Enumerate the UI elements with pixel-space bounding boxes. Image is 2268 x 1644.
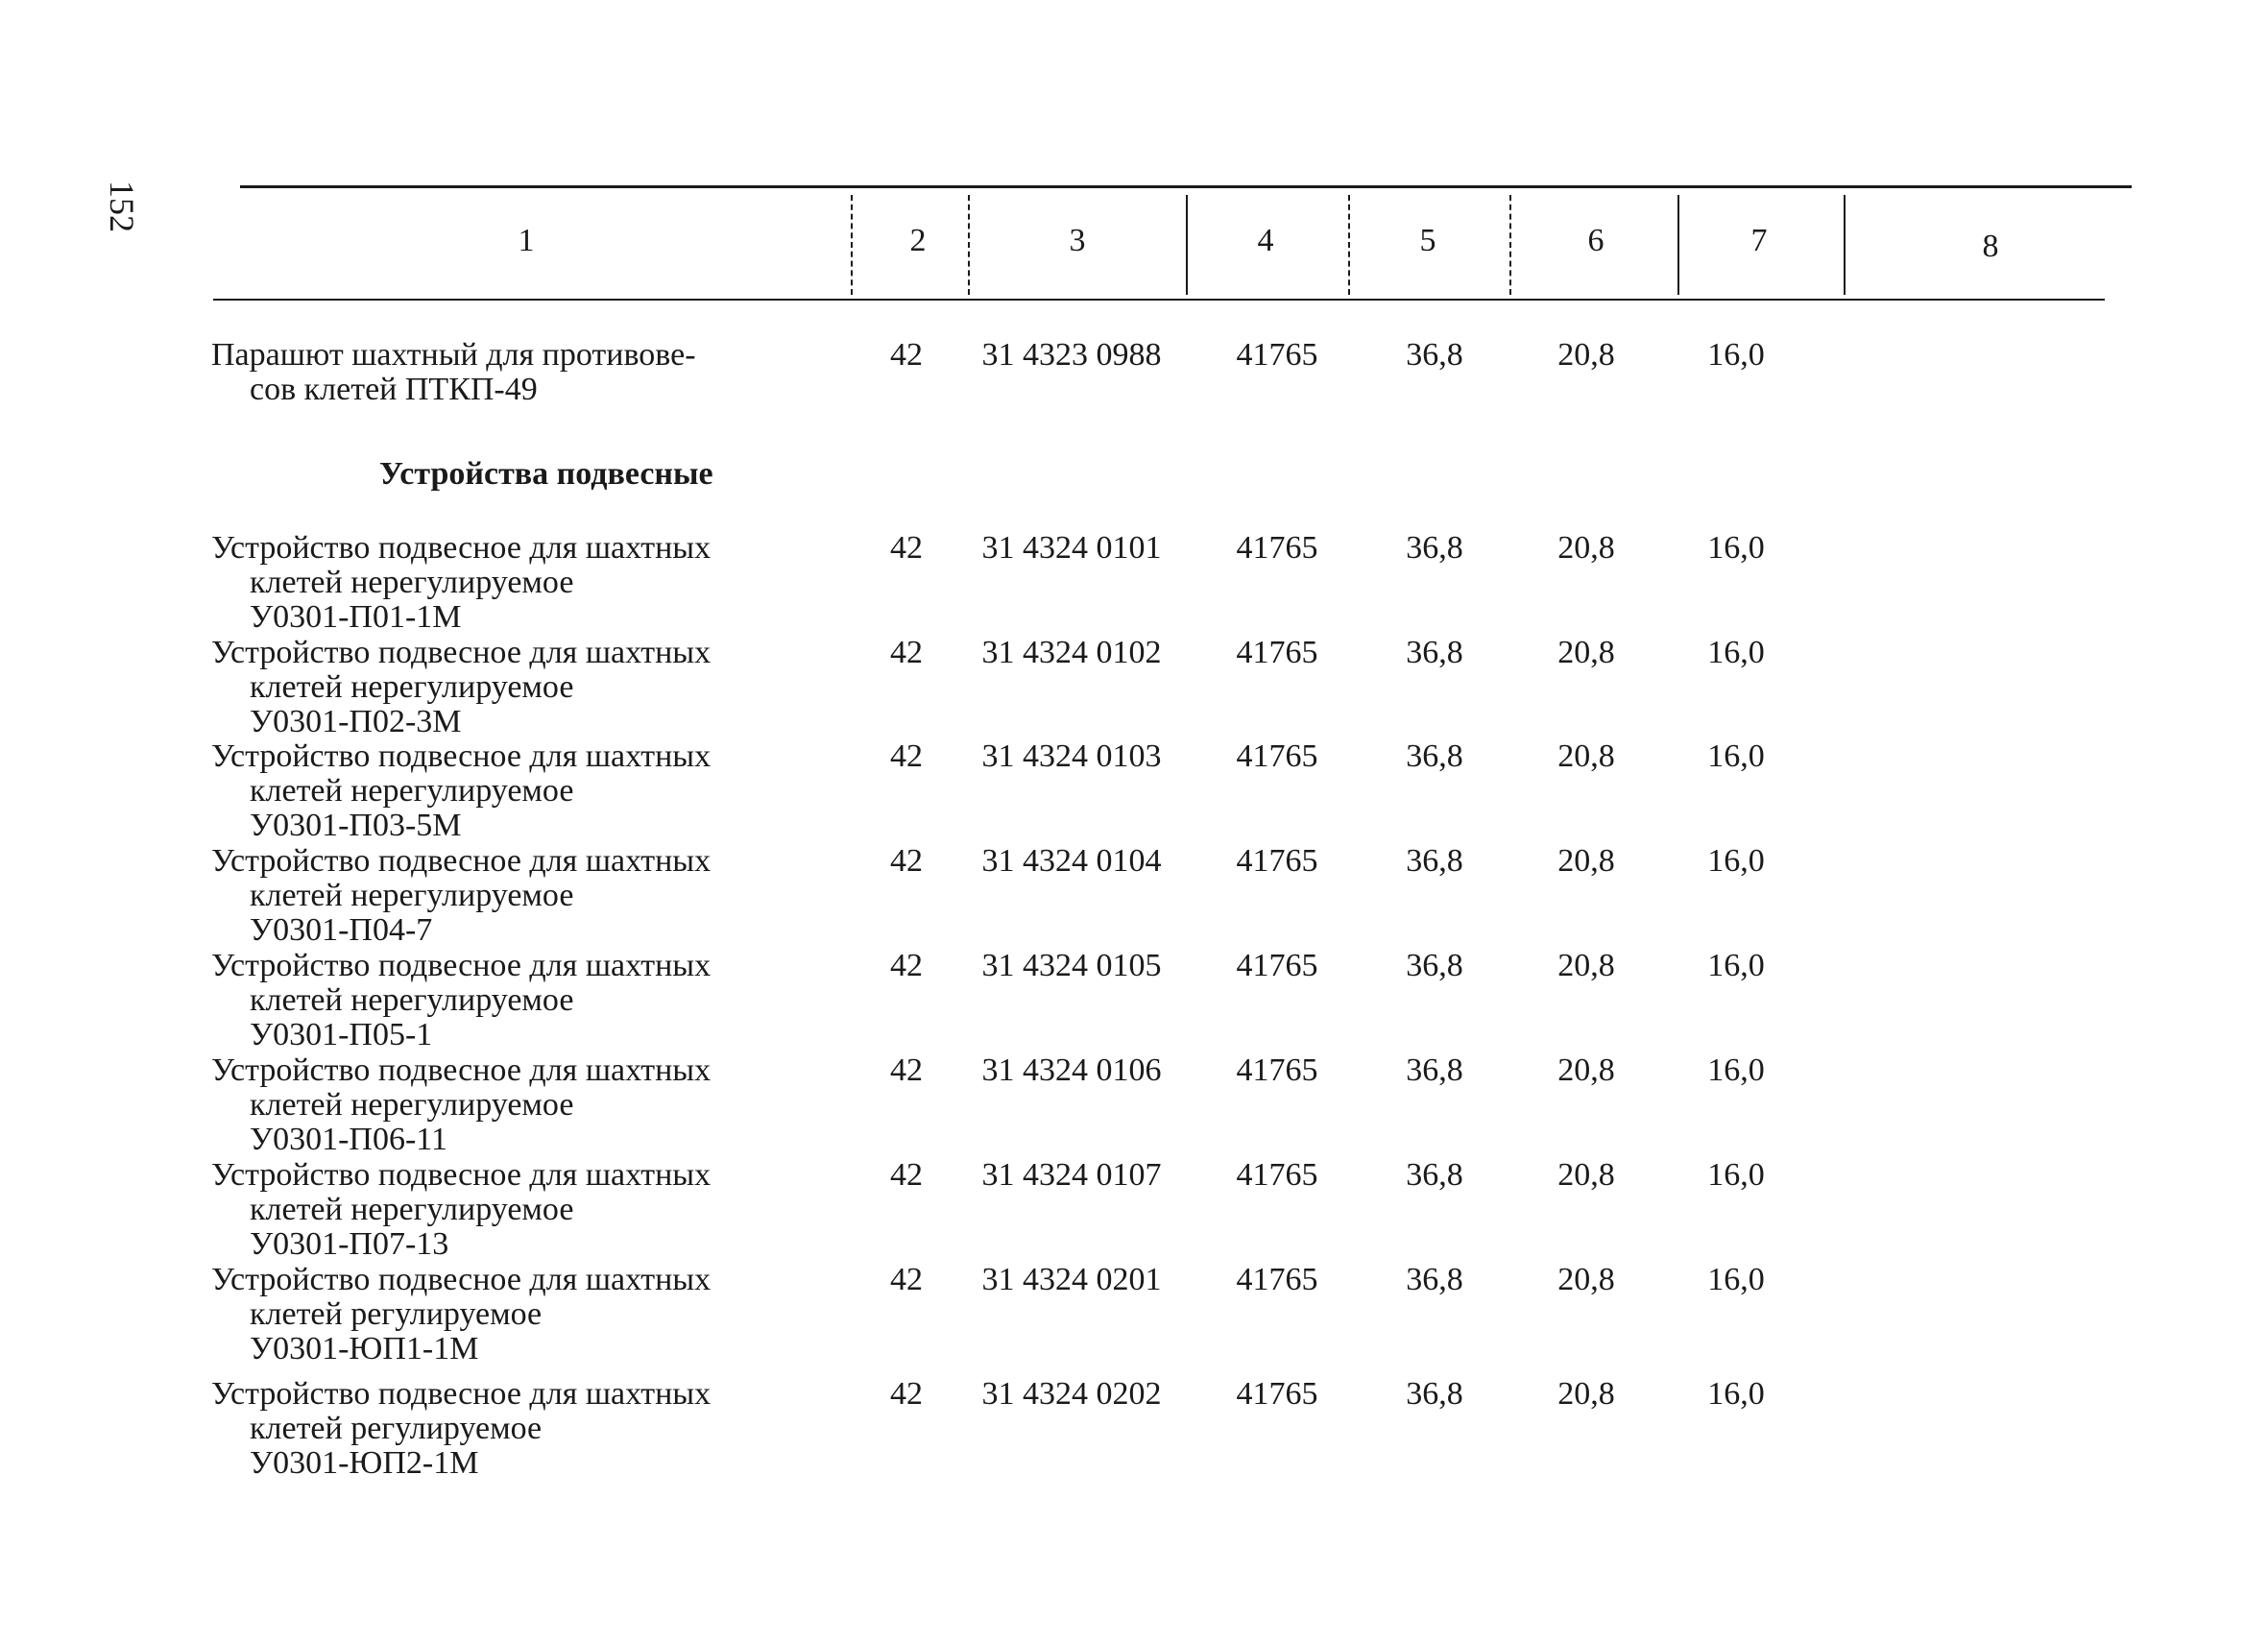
cell-c3: 31 4324 0202 [981, 1376, 1162, 1412]
cell-c5: 36,8 [1406, 635, 1463, 670]
column-divider [1677, 195, 1679, 295]
cell-c7: 16,0 [1707, 738, 1765, 774]
cell-c5: 36,8 [1406, 948, 1463, 983]
row-name-line: клетей регулируемое [250, 1411, 543, 1446]
row-name-line: У0301-ЮП1-1М [250, 1331, 479, 1366]
cell-c6: 20,8 [1557, 738, 1615, 774]
cell-c5: 36,8 [1406, 1157, 1463, 1193]
column-divider [1844, 195, 1846, 295]
cell-c2: 42 [890, 1052, 923, 1088]
column-divider [968, 195, 970, 295]
cell-c3: 31 4324 0102 [981, 635, 1162, 670]
row-name-line: У0301-П03-5М [250, 808, 462, 843]
row-name-line: У0301-П02-3М [250, 704, 462, 739]
cell-c3: 31 4323 0988 [981, 337, 1162, 373]
cell-c2: 42 [890, 337, 923, 373]
column-divider [851, 195, 853, 295]
cell-c4: 41765 [1236, 738, 1318, 774]
cell-c6: 20,8 [1557, 337, 1615, 373]
cell-c4: 41765 [1236, 1157, 1318, 1193]
column-divider [1186, 195, 1188, 295]
row-name-line: Устройство подвесное для шахтных [211, 1052, 712, 1088]
cell-c4: 41765 [1236, 337, 1318, 373]
row-name-line: Устройство подвесное для шахтных [211, 635, 712, 670]
row-name-line: Парашют шахтный для противове- [211, 337, 696, 373]
cell-c6: 20,8 [1557, 1262, 1615, 1297]
cell-c3: 31 4324 0101 [981, 530, 1162, 566]
cell-c5: 36,8 [1406, 1052, 1463, 1088]
row-name-line: клетей нерегулируемое [250, 982, 574, 1018]
cell-c2: 42 [890, 1157, 923, 1193]
row-name-line: клетей регулируемое [250, 1296, 543, 1332]
cell-c5: 36,8 [1406, 843, 1463, 879]
cell-c7: 16,0 [1707, 1157, 1765, 1193]
cell-c4: 41765 [1236, 1376, 1318, 1412]
row-name [211, 1053, 811, 1157]
cell-c2: 42 [890, 530, 923, 566]
cell-c2: 42 [890, 843, 923, 879]
row-name-line: клетей нерегулируемое [250, 669, 574, 705]
row-name-line: клетей нерегулируемое [250, 1192, 574, 1227]
row-name [211, 338, 811, 407]
row-name-line: У0301-П04-7 [250, 912, 433, 948]
header-col-2: 2 [909, 223, 927, 258]
column-divider [1509, 195, 1511, 295]
cell-c6: 20,8 [1557, 948, 1615, 983]
row-name-line: Устройство подвесное для шахтных [211, 738, 712, 774]
row-name [211, 844, 811, 948]
row-name [211, 1263, 811, 1366]
cell-c7: 16,0 [1707, 635, 1765, 670]
header-col-8: 8 [1982, 229, 1999, 264]
cell-c7: 16,0 [1707, 1052, 1765, 1088]
row-name [211, 636, 811, 739]
cell-c6: 20,8 [1557, 1052, 1615, 1088]
row-name-line: клетей нерегулируемое [250, 878, 574, 913]
cell-c3: 31 4324 0104 [981, 843, 1162, 879]
row-name [211, 531, 811, 635]
row-name-line: У0301-П01-1М [250, 599, 462, 635]
page-number: 152 [103, 181, 141, 232]
cell-c6: 20,8 [1557, 635, 1615, 670]
cell-c7: 16,0 [1707, 948, 1765, 983]
cell-c4: 41765 [1236, 948, 1318, 983]
cell-c7: 16,0 [1707, 530, 1765, 566]
row-name [211, 949, 811, 1052]
cell-c2: 42 [890, 1262, 923, 1297]
cell-c5: 36,8 [1406, 738, 1463, 774]
cell-c4: 41765 [1236, 530, 1318, 566]
cell-c3: 31 4324 0201 [981, 1262, 1162, 1297]
section-title: Устройства подвесные [379, 456, 713, 492]
cell-c6: 20,8 [1557, 530, 1615, 566]
row-name-line: клетей нерегулируемое [250, 565, 574, 600]
cell-c5: 36,8 [1406, 337, 1463, 373]
header-col-1: 1 [518, 223, 535, 258]
cell-c5: 36,8 [1406, 1262, 1463, 1297]
table-top-rule [240, 185, 2132, 188]
cell-c4: 41765 [1236, 843, 1318, 879]
header-col-4: 4 [1257, 223, 1274, 258]
cell-c3: 31 4324 0105 [981, 948, 1162, 983]
table-header-rule [213, 299, 2105, 301]
cell-c4: 41765 [1236, 1262, 1318, 1297]
header-col-5: 5 [1419, 223, 1436, 258]
row-name-line: У0301-П06-11 [250, 1122, 448, 1157]
cell-c5: 36,8 [1406, 1376, 1463, 1412]
row-name [211, 1158, 811, 1262]
cell-c6: 20,8 [1557, 1157, 1615, 1193]
cell-c5: 36,8 [1406, 530, 1463, 566]
cell-c6: 20,8 [1557, 843, 1615, 879]
cell-c3: 31 4324 0103 [981, 738, 1162, 774]
row-name-line: сов клетей ПТКП-49 [250, 372, 538, 407]
header-col-6: 6 [1587, 223, 1604, 258]
row-name-line: Устройство подвесное для шахтных [211, 1157, 712, 1193]
cell-c6: 20,8 [1557, 1376, 1615, 1412]
cell-c2: 42 [890, 635, 923, 670]
cell-c7: 16,0 [1707, 1262, 1765, 1297]
cell-c4: 41765 [1236, 635, 1318, 670]
cell-c7: 16,0 [1707, 1376, 1765, 1412]
row-name-line: клетей нерегулируемое [250, 1087, 574, 1123]
cell-c7: 16,0 [1707, 337, 1765, 373]
row-name [211, 1377, 811, 1481]
cell-c2: 42 [890, 1376, 923, 1412]
cell-c3: 31 4324 0106 [981, 1052, 1162, 1088]
row-name-line: Устройство подвесное для шахтных [211, 530, 712, 566]
row-name-line: У0301-ЮП2-1М [250, 1445, 479, 1481]
cell-c2: 42 [890, 738, 923, 774]
header-col-3: 3 [1069, 223, 1086, 258]
row-name-line: клетей нерегулируемое [250, 773, 574, 809]
row-name-line: Устройство подвесное для шахтных [211, 948, 712, 983]
header-col-7: 7 [1750, 223, 1768, 258]
row-name [211, 739, 811, 843]
row-name-line: Устройство подвесное для шахтных [211, 843, 712, 879]
cell-c7: 16,0 [1707, 843, 1765, 879]
row-name-line: У0301-П07-13 [250, 1226, 449, 1262]
cell-c3: 31 4324 0107 [981, 1157, 1162, 1193]
row-name-line: Устройство подвесное для шахтных [211, 1376, 712, 1412]
column-divider [1348, 195, 1350, 295]
row-name-line: У0301-П05-1 [250, 1017, 433, 1052]
row-name-line: Устройство подвесное для шахтных [211, 1262, 712, 1297]
cell-c4: 41765 [1236, 1052, 1318, 1088]
cell-c2: 42 [890, 948, 923, 983]
